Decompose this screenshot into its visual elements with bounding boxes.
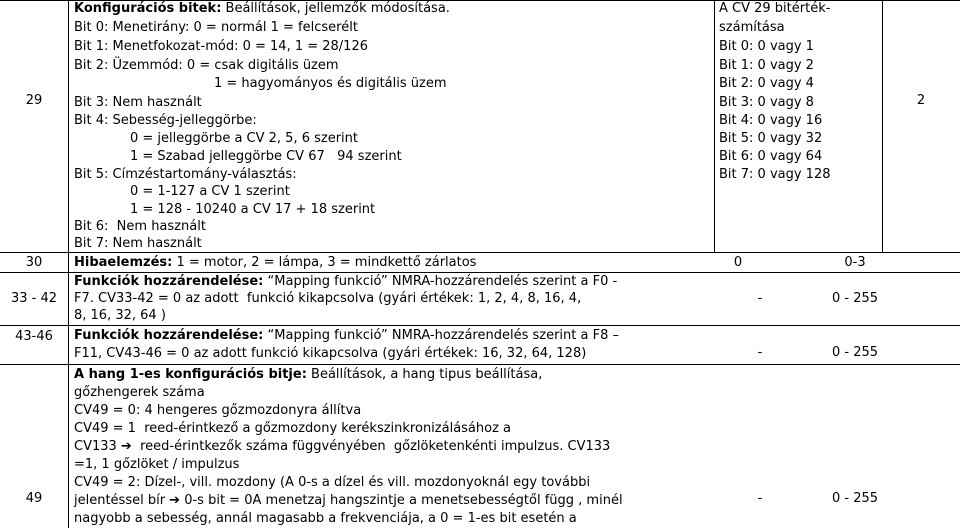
- row29-line: Bit 1: Menetfokozat-mód: 0 = 14, 1 = 28/126: [74, 39, 368, 54]
- row49-bold: A hang 1-es konfigurációs bitje:: [74, 367, 307, 382]
- row43-range: 0 - 255: [831, 345, 879, 360]
- row33-number: 33 - 42: [10, 291, 58, 306]
- row30-range: 0-3: [844, 255, 866, 270]
- row49-line: nagyobb a sebesség, annál magasabb a frekvenciája, a 0 = 1-es bit esetén a: [74, 511, 577, 526]
- row29-line: 1 = Szabad jelleggörbe CV 67 94 szerint: [130, 149, 402, 164]
- row29-value-line: Bit 3: 0 vagy 8: [719, 95, 814, 110]
- row29-value-line: Bit 1: 0 vagy 2: [719, 58, 814, 73]
- row29-line: Bit 0: Menetirány: 0 = normál 1 = felcserélt: [74, 20, 358, 35]
- row29-value-line: Bit 0: 0 vagy 1: [719, 39, 814, 54]
- row33-description: [74, 273, 724, 325]
- col-divider-3: [882, 0, 883, 252]
- row33-default: -: [757, 291, 763, 306]
- row33-bold: Funkciók hozzárendelése:: [74, 274, 264, 289]
- row30-bold: Hibaelemzés:: [74, 255, 173, 270]
- row33-range: 0 - 255: [831, 291, 879, 306]
- row29-description: [74, 0, 714, 252]
- row49-line1-rest: Beállítások, a hang tipus beállítása,: [306, 367, 543, 382]
- row30-number: 30: [25, 255, 43, 270]
- row49-range: 0 - 255: [831, 491, 879, 506]
- row49-line: CV49 = 2: Dízel-, vill. mozdony (A 0-s a dízel és vill. mozdonyoknál egy további: [74, 475, 591, 490]
- row43-description: [74, 327, 734, 364]
- row29-title: [74, 0, 450, 18]
- row29-line: Bit 6: Nem használt: [74, 219, 206, 234]
- row29-number: 29: [25, 93, 43, 108]
- row29-line: 0 = 1-127 a CV 1 szerint: [130, 184, 290, 199]
- row29-line: Bit 4: Sebesség-jelleggörbe:: [74, 113, 257, 128]
- row43-line1-rest: “Mapping funkció” NMRA-hozzárendelés szerint a F8 –: [263, 328, 619, 343]
- row29-default: 2: [916, 93, 926, 108]
- row33-line: F7. CV33-42 = 0 az adott funkció kikapcsolva (gyári értékek: 1, 2, 4, 8, 16, 4,: [74, 291, 582, 306]
- row33-line1-rest: “Mapping funkció” NMRA-hozzárendelés szerint a F0 -: [263, 274, 618, 289]
- row29-line: 1 = 128 - 10240 a CV 17 + 18 szerint: [130, 202, 376, 217]
- row29-line: Bit 2: Üzemmód: 0 = csak digitális üzem: [74, 58, 339, 73]
- row29-line: Bit 5: Címzéstartomány-választás:: [74, 167, 297, 182]
- row29-value-line: számítása: [719, 20, 785, 35]
- row43-line: F11, CV43-46 = 0 az adott funkció kikapcsolva (gyári értékek: 16, 32, 64, 128): [74, 346, 587, 361]
- table-rule-43: [0, 364, 960, 365]
- row29-values: [719, 0, 879, 252]
- row29-title-rest: Beállítások, jellemzők módosítása.: [221, 1, 450, 16]
- row29-value-line: Bit 2: 0 vagy 4: [719, 76, 814, 91]
- row29-line: 0 = jelleggörbe a CV 2, 5, 6 szerint: [130, 131, 359, 146]
- row29-value-line: Bit 6: 0 vagy 64: [719, 149, 823, 164]
- row29-line: 1 = hagyományos és digitális üzem: [214, 76, 447, 91]
- row49-line: jelentéssel bír ➔ 0-s bit = 0A menetzaj hangszintje a menetsebességtől függ , minél: [74, 493, 623, 508]
- row29-value-line: Bit 7: 0 vagy 128: [719, 167, 831, 182]
- row49-line: =1, 1 gőzlöket / impulzus: [74, 457, 240, 472]
- row49-line: [74, 366, 542, 384]
- row49-default: -: [757, 491, 763, 506]
- row43-default: -: [757, 345, 763, 360]
- row49-number: 49: [25, 491, 43, 506]
- row49-line: CV49 = 0: 4 hengeres gőzmozdonyra állítva: [74, 403, 362, 418]
- row30-description: [74, 255, 476, 270]
- row49-line: gőzhengerek száma: [74, 385, 205, 400]
- row43-number: 43-46: [15, 329, 53, 344]
- row43-line: [74, 327, 619, 345]
- row49-line: CV133 ➔ reed-érintkezők száma függvényében gőzlöketenkénti impulzus. CV133: [74, 439, 611, 454]
- row29-value-line: Bit 4: 0 vagy 16: [719, 113, 823, 128]
- table-rule-33: [0, 325, 960, 326]
- row30-rest: 1 = motor, 2 = lámpa, 3 = mindkettő zárlatos: [172, 255, 477, 270]
- row43-bold: Funkciók hozzárendelése:: [74, 328, 264, 343]
- col-divider-2: [714, 0, 715, 252]
- row29-value-line: A CV 29 bitérték-: [719, 1, 831, 16]
- row49-line: CV49 = 1 reed-érintkező a gőzmozdony kerékszinkronizálásához a: [74, 421, 512, 436]
- row29-value-line: Bit 5: 0 vagy 32: [719, 131, 823, 146]
- col-divider-1: [68, 0, 69, 528]
- row29-line: Bit 7: Nem használt: [74, 236, 202, 251]
- row33-line: [74, 273, 617, 291]
- row49-description: [74, 366, 734, 528]
- row29-title-bold: Konfigurációs bitek:: [74, 1, 222, 16]
- row33-line: 8, 16, 32, 64 ): [74, 308, 166, 323]
- row30-default: 0: [733, 255, 743, 270]
- row29-line: Bit 3: Nem használt: [74, 95, 202, 110]
